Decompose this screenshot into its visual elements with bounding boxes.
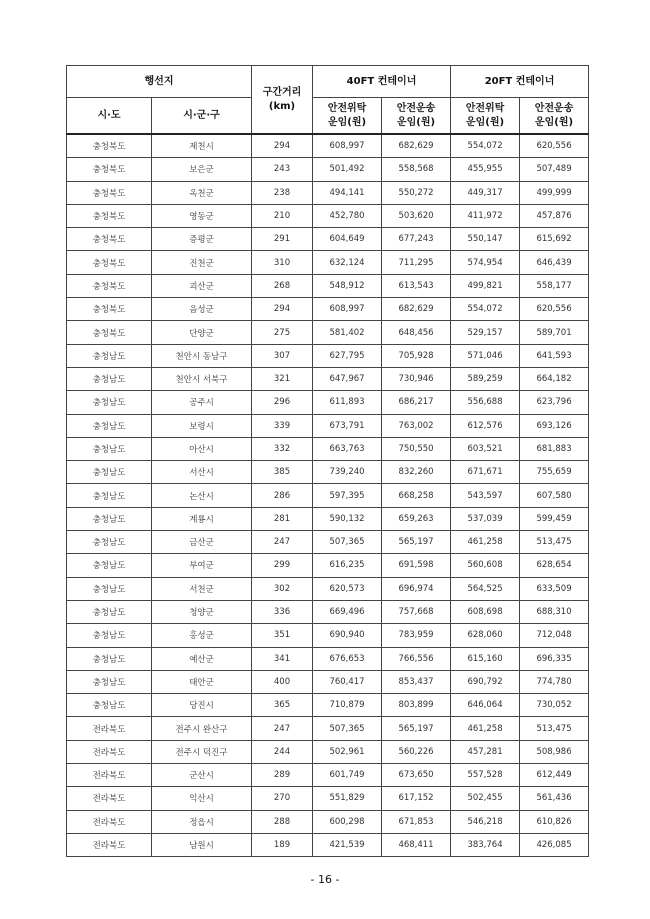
header-consign-unit: 운임(원) [327,116,367,128]
cell-distance: 365 [252,694,313,717]
cell-40ft-transport: 783,959 [382,624,451,647]
cell-city: 금산군 [152,531,252,554]
cell-40ft-consign: 494,141 [313,181,382,204]
table-row [67,717,589,740]
cell-province: 충청남도 [67,670,152,693]
cell-city: 홍성군 [152,624,252,647]
cell-20ft-transport: 599,459 [520,507,589,530]
cell-province: 충청북도 [67,228,152,251]
cell-20ft-transport: 641,593 [520,344,589,367]
cell-40ft-consign: 710,879 [313,694,382,717]
cell-40ft-transport: 682,629 [382,298,451,321]
cell-40ft-consign: 647,967 [313,367,382,390]
cell-20ft-transport: 774,780 [520,670,589,693]
cell-20ft-consign: 564,525 [451,577,520,600]
table-row [67,787,589,810]
cell-20ft-consign: 550,147 [451,228,520,251]
cell-20ft-transport: 620,556 [520,298,589,321]
cell-city: 예산군 [152,647,252,670]
cell-20ft-transport: 681,883 [520,437,589,460]
cell-40ft-consign: 548,912 [313,274,382,297]
cell-city: 보은군 [152,158,252,181]
cell-city: 청양군 [152,600,252,623]
table-row [67,274,589,297]
table-body [67,134,589,857]
cell-distance: 299 [252,554,313,577]
cell-20ft-transport: 688,310 [520,600,589,623]
cell-20ft-transport: 712,048 [520,624,589,647]
cell-distance: 243 [252,158,313,181]
header-consign-unit: 운임(원) [465,116,505,128]
cell-province: 충청북도 [67,298,152,321]
cell-province: 충청북도 [67,158,152,181]
cell-city: 부여군 [152,554,252,577]
cell-distance: 339 [252,414,313,437]
cell-province: 충청남도 [67,577,152,600]
header-distance-unit: (km) [268,100,296,112]
cell-province: 충청북도 [67,321,152,344]
cell-city: 당진시 [152,694,252,717]
cell-province: 충청북도 [67,204,152,227]
cell-20ft-transport: 513,475 [520,717,589,740]
cell-city: 정읍시 [152,810,252,833]
header-distance [252,66,313,135]
cell-40ft-transport: 613,543 [382,274,451,297]
cell-40ft-consign: 669,496 [313,600,382,623]
cell-city: 익산시 [152,787,252,810]
cell-distance: 244 [252,740,313,763]
header-40ft-consign [313,98,382,135]
cell-20ft-transport: 730,052 [520,694,589,717]
cell-40ft-consign: 632,124 [313,251,382,274]
cell-distance: 321 [252,367,313,390]
cell-distance: 400 [252,670,313,693]
cell-20ft-consign: 690,792 [451,670,520,693]
cell-city: 음성군 [152,298,252,321]
cell-20ft-consign: 554,072 [451,298,520,321]
cell-40ft-transport: 565,197 [382,531,451,554]
cell-20ft-consign: 615,160 [451,647,520,670]
cell-20ft-consign: 646,064 [451,694,520,717]
cell-distance: 238 [252,181,313,204]
cell-40ft-transport: 673,650 [382,764,451,787]
cell-40ft-transport: 668,258 [382,484,451,507]
header-transport-unit: 운임(원) [396,116,436,128]
cell-40ft-transport: 696,974 [382,577,451,600]
cell-20ft-consign: 461,258 [451,531,520,554]
cell-40ft-consign: 600,298 [313,810,382,833]
cell-province: 충청북도 [67,251,152,274]
cell-40ft-transport: 550,272 [382,181,451,204]
cell-20ft-consign: 449,317 [451,181,520,204]
cell-20ft-transport: 589,701 [520,321,589,344]
cell-province: 전라북도 [67,764,152,787]
cell-city: 태안군 [152,670,252,693]
cell-20ft-transport: 664,182 [520,367,589,390]
cell-distance: 296 [252,391,313,414]
table-row [67,694,589,717]
cell-distance: 288 [252,810,313,833]
cell-40ft-transport: 648,456 [382,321,451,344]
header-consign-label: 안전위탁 [327,102,367,114]
cell-20ft-transport: 633,509 [520,577,589,600]
cell-province: 전라북도 [67,787,152,810]
cell-distance: 247 [252,717,313,740]
cell-40ft-transport: 671,853 [382,810,451,833]
cell-20ft-transport: 623,796 [520,391,589,414]
cell-20ft-transport: 607,580 [520,484,589,507]
cell-province: 충청남도 [67,647,152,670]
table-row [67,484,589,507]
table-row [67,134,589,158]
cell-40ft-transport: 803,899 [382,694,451,717]
header-40ft-transport [382,98,451,135]
cell-province: 충청남도 [67,414,152,437]
cell-20ft-transport: 696,335 [520,647,589,670]
table-header [67,66,589,135]
cell-20ft-transport: 612,449 [520,764,589,787]
cell-20ft-transport: 507,489 [520,158,589,181]
cell-distance: 270 [252,787,313,810]
cell-20ft-consign: 529,157 [451,321,520,344]
table-row [67,600,589,623]
cell-40ft-transport: 560,226 [382,740,451,763]
table-row [67,228,589,251]
cell-20ft-consign: 571,046 [451,344,520,367]
cell-distance: 336 [252,600,313,623]
cell-province: 충청남도 [67,484,152,507]
cell-distance: 385 [252,461,313,484]
header-region: 행선지 [67,66,252,98]
table-row [67,321,589,344]
cell-distance: 275 [252,321,313,344]
table-row [67,740,589,763]
cell-20ft-transport: 620,556 [520,134,589,158]
cell-city: 서산시 [152,461,252,484]
cell-40ft-transport: 503,620 [382,204,451,227]
cell-distance: 294 [252,134,313,158]
cell-city: 증평군 [152,228,252,251]
table-row [67,531,589,554]
cell-40ft-transport: 682,629 [382,134,451,158]
cell-20ft-consign: 574,954 [451,251,520,274]
table-row [67,624,589,647]
table-row [67,647,589,670]
table-row [67,833,589,856]
cell-40ft-transport: 730,946 [382,367,451,390]
cell-20ft-consign: 455,955 [451,158,520,181]
cell-province: 전라북도 [67,810,152,833]
table-row [67,461,589,484]
cell-province: 충청남도 [67,391,152,414]
cell-province: 충청남도 [67,600,152,623]
cell-40ft-consign: 620,573 [313,577,382,600]
cell-40ft-consign: 507,365 [313,531,382,554]
table-row [67,414,589,437]
cell-40ft-consign: 551,829 [313,787,382,810]
cell-40ft-consign: 421,539 [313,833,382,856]
cell-20ft-consign: 499,821 [451,274,520,297]
cell-20ft-transport: 508,986 [520,740,589,763]
cell-40ft-consign: 739,240 [313,461,382,484]
cell-province: 충청남도 [67,531,152,554]
cell-city: 괴산군 [152,274,252,297]
cell-city: 보령시 [152,414,252,437]
cell-40ft-consign: 597,395 [313,484,382,507]
cell-20ft-consign: 554,072 [451,134,520,158]
cell-city: 천안시 동남구 [152,344,252,367]
cell-province: 충청남도 [67,344,152,367]
cell-distance: 332 [252,437,313,460]
table-row [67,577,589,600]
cell-20ft-transport: 426,085 [520,833,589,856]
cell-distance: 189 [252,833,313,856]
cell-20ft-consign: 612,576 [451,414,520,437]
cell-distance: 289 [252,764,313,787]
cell-40ft-transport: 711,295 [382,251,451,274]
table-row [67,181,589,204]
cell-city: 군산시 [152,764,252,787]
cell-40ft-consign: 452,780 [313,204,382,227]
cell-distance: 286 [252,484,313,507]
header-consign-label: 안전위탁 [465,102,505,114]
cell-20ft-transport: 755,659 [520,461,589,484]
cell-40ft-transport: 468,411 [382,833,451,856]
cell-province: 충청남도 [67,694,152,717]
cell-20ft-transport: 646,439 [520,251,589,274]
cell-40ft-consign: 676,653 [313,647,382,670]
cell-40ft-consign: 604,649 [313,228,382,251]
table-row [67,158,589,181]
cell-40ft-consign: 502,961 [313,740,382,763]
cell-province: 전라북도 [67,717,152,740]
cell-40ft-transport: 705,928 [382,344,451,367]
cell-distance: 281 [252,507,313,530]
cell-city: 공주시 [152,391,252,414]
cell-40ft-transport: 558,568 [382,158,451,181]
cell-city: 천안시 서북구 [152,367,252,390]
cell-40ft-transport: 617,152 [382,787,451,810]
cell-20ft-transport: 499,999 [520,181,589,204]
cell-province: 충청북도 [67,134,152,158]
cell-20ft-transport: 558,177 [520,274,589,297]
cell-20ft-consign: 608,698 [451,600,520,623]
cell-province: 충청북도 [67,274,152,297]
cell-city: 계룡시 [152,507,252,530]
cell-province: 충청남도 [67,437,152,460]
cell-40ft-transport: 659,263 [382,507,451,530]
cell-40ft-consign: 581,402 [313,321,382,344]
cell-40ft-transport: 686,217 [382,391,451,414]
cell-40ft-consign: 760,417 [313,670,382,693]
cell-40ft-consign: 690,940 [313,624,382,647]
cell-distance: 291 [252,228,313,251]
header-20ft-transport [520,98,589,135]
cell-province: 충청남도 [67,624,152,647]
cell-province: 전라북도 [67,740,152,763]
table-row [67,251,589,274]
cell-city: 진천군 [152,251,252,274]
table-row [67,507,589,530]
table-row [67,367,589,390]
header-city: 시·군·구 [152,98,252,135]
cell-city: 아산시 [152,437,252,460]
cell-province: 충청북도 [67,181,152,204]
cell-city: 영동군 [152,204,252,227]
cell-40ft-transport: 677,243 [382,228,451,251]
page-number: - 16 - [310,873,340,886]
cell-20ft-consign: 671,671 [451,461,520,484]
cell-40ft-consign: 590,132 [313,507,382,530]
cell-20ft-consign: 457,281 [451,740,520,763]
cell-40ft-consign: 611,893 [313,391,382,414]
cell-40ft-transport: 750,550 [382,437,451,460]
header-distance-label: 구간거리 [262,86,302,98]
cell-city: 논산시 [152,484,252,507]
table-row [67,204,589,227]
cell-40ft-transport: 832,260 [382,461,451,484]
cell-distance: 307 [252,344,313,367]
header-transport-label: 안전운송 [396,102,436,114]
cell-20ft-consign: 560,608 [451,554,520,577]
cell-40ft-consign: 616,235 [313,554,382,577]
cell-20ft-consign: 537,039 [451,507,520,530]
cell-province: 충청남도 [67,554,152,577]
header-province: 시·도 [67,98,152,135]
table-row [67,554,589,577]
cell-20ft-consign: 556,688 [451,391,520,414]
table-row [67,298,589,321]
table-row [67,391,589,414]
table-row [67,437,589,460]
cell-city: 옥천군 [152,181,252,204]
cell-40ft-consign: 673,791 [313,414,382,437]
cell-city: 단양군 [152,321,252,344]
cell-city: 전주시 덕진구 [152,740,252,763]
cell-20ft-transport: 693,126 [520,414,589,437]
header-20ft-consign [451,98,520,135]
cell-20ft-transport: 561,436 [520,787,589,810]
cell-20ft-transport: 513,475 [520,531,589,554]
header-40ft: 40FT 컨테이너 [313,66,451,98]
table-row [67,670,589,693]
cell-20ft-transport: 610,826 [520,810,589,833]
cell-distance: 268 [252,274,313,297]
cell-40ft-transport: 691,598 [382,554,451,577]
cell-20ft-consign: 589,259 [451,367,520,390]
cell-40ft-transport: 853,437 [382,670,451,693]
cell-distance: 210 [252,204,313,227]
header-20ft: 20FT 컨테이너 [451,66,589,98]
freight-rate-table [66,65,589,857]
cell-city: 서천군 [152,577,252,600]
cell-province: 충청남도 [67,461,152,484]
cell-40ft-consign: 507,365 [313,717,382,740]
cell-40ft-consign: 501,492 [313,158,382,181]
cell-40ft-transport: 763,002 [382,414,451,437]
cell-distance: 302 [252,577,313,600]
cell-city: 제천시 [152,134,252,158]
cell-20ft-consign: 546,218 [451,810,520,833]
header-transport-unit: 운임(원) [534,116,574,128]
cell-40ft-transport: 565,197 [382,717,451,740]
cell-20ft-consign: 603,521 [451,437,520,460]
cell-distance: 341 [252,647,313,670]
cell-city: 남원시 [152,833,252,856]
cell-20ft-consign: 543,597 [451,484,520,507]
cell-20ft-consign: 557,528 [451,764,520,787]
cell-20ft-transport: 628,654 [520,554,589,577]
cell-20ft-consign: 628,060 [451,624,520,647]
cell-40ft-consign: 663,763 [313,437,382,460]
cell-40ft-transport: 766,556 [382,647,451,670]
cell-20ft-consign: 502,455 [451,787,520,810]
table-row [67,810,589,833]
cell-distance: 247 [252,531,313,554]
cell-province: 충청남도 [67,367,152,390]
cell-20ft-consign: 383,764 [451,833,520,856]
cell-city: 전주시 완산구 [152,717,252,740]
cell-20ft-transport: 457,876 [520,204,589,227]
cell-province: 전라북도 [67,833,152,856]
cell-20ft-consign: 461,258 [451,717,520,740]
cell-province: 충청남도 [67,507,152,530]
cell-distance: 310 [252,251,313,274]
cell-distance: 294 [252,298,313,321]
cell-20ft-transport: 615,692 [520,228,589,251]
cell-40ft-consign: 627,795 [313,344,382,367]
table-row [67,344,589,367]
header-transport-label: 안전운송 [534,102,574,114]
cell-40ft-transport: 757,668 [382,600,451,623]
table-row [67,764,589,787]
cell-40ft-consign: 601,749 [313,764,382,787]
cell-20ft-consign: 411,972 [451,204,520,227]
cell-distance: 351 [252,624,313,647]
cell-40ft-consign: 608,997 [313,298,382,321]
cell-40ft-consign: 608,997 [313,134,382,158]
